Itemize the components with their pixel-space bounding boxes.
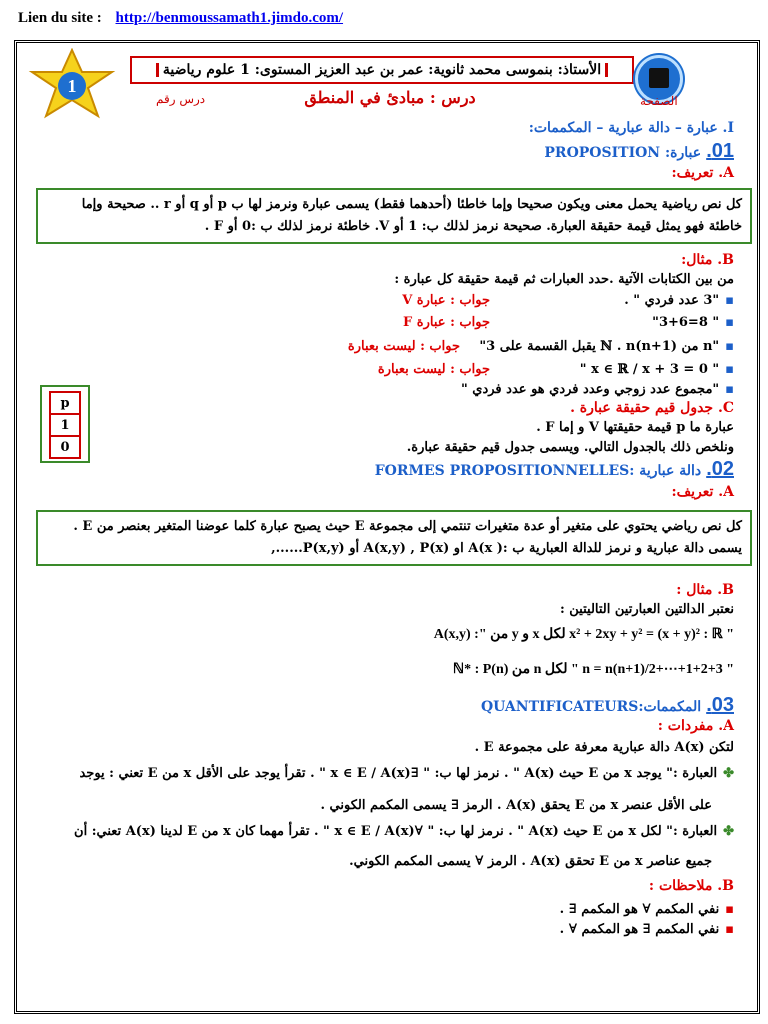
note-2: ▪ نفي المكمم ∃ هو المكمم ∀ . [450, 920, 734, 940]
example-item-5: ▪ "مجموع عدد زوجي وعدد فردي هو عدد فردي " [300, 380, 734, 400]
example-intro: من بين الكتابات الآتية .حدد العبارات ثم قيمة حقيقة كل عبارة : [394, 272, 734, 287]
example-item-1: ▪ "3 عدد فردي " . [460, 291, 734, 311]
notes-heading-B3: B. ملاحظات : [648, 878, 734, 894]
svg-text:1: 1 [67, 76, 77, 96]
lesson-title: درس : مبادئ في المنطق [304, 88, 476, 107]
site-url-link[interactable]: http://benmoussamath1.jimdo.com/ [115, 10, 344, 26]
example-heading-B2: B. مثال : [676, 582, 734, 598]
truth-table-heading: C. جدول قيم حقيقة عبارة . [570, 400, 734, 416]
formula-P: " 1+2+3+⋯+n = n(n+1)/2 " لكل n من ℕ* : P(n) [452, 662, 734, 677]
example-answer-2: جواب : عبارة F [403, 315, 490, 330]
page-label: الصفحة [640, 94, 678, 108]
example-item-2: ▪ " 8=3+6" [460, 313, 734, 333]
example-answer-4: جواب : ليست بعبارة [377, 362, 490, 377]
exists-definition-line-2: على الأقل عنصر x من E يحقق A(x) . الرمز ∃ يسمى المكمم الكوني . [320, 798, 712, 813]
truth-table [40, 385, 90, 463]
truth-table-cell: p [50, 392, 80, 414]
example-answer-3: جواب : ليست بعبارة [347, 339, 460, 354]
def-heading-A2: A. تعريف: [671, 484, 734, 500]
truth-table-cell: 0 [50, 436, 80, 458]
definition-box-2: كل نص رياضي يحتوي على متغير أو عدة متغيرات تنتمي إلى مجموعة E حيث يصبح عبارة كلما عوضنا المتغير بعنصر من E . يسمى دالة عبارية و نرمز للدالة العبارية ب :( A(x او A(x,y) , P(x) أو P(x,y)......, [36, 510, 752, 566]
example-item-4: ▪ " x ∈ ℝ / x + 3 = 0 " [460, 360, 734, 380]
def-heading-A1: A. تعريف: [671, 165, 734, 181]
section-1-heading: I. عبارة – دالة عبارية – المكممات: [528, 120, 734, 136]
forall-definition-line-2: جميع عناصر x من E تحقق A(x) . الرمز ∀ يسمى المكمم الكوني. [349, 854, 712, 869]
formula-A: " x² + 2xy + y² = (x + y)² : ℝ لكل x و y من ": A(x,y) [433, 627, 734, 642]
forall-definition-line-1: ✤ العبارة :" لكل x من E حيث A(x) " . نرمز لها ب: " ∀x ∈ E / A(x) " . تقرأ مهما كان x من E لدينا A(x) تعني: أن [22, 822, 734, 842]
example-item-3: ▪ "n من ℕ . n(n+1) يقبل القسمة على 3" [400, 337, 734, 357]
exists-definition-line-1: ✤ العبارة :" يوجد x من E حيث A(x) " . نرمز لها ب: " ∃x ∈ E / A(x) " . تقرأ يوجد على الأقل x من E تعني : يوجد [22, 764, 734, 784]
definition-box-1: كل نص رياضية يحمل معنى ويكون صحيحا وإما خاطئا (أحدهما فقط) يسمى عبارة ونرمز لها ب p أو q أو r .. صحيحة وإما خاطئة فهو يمثل قيمة حقيقة العبارة. صحيحة نرمز لذلك ب: 1 أو V. خاطئة نرمز لذلك ب :0 أو F . [36, 188, 752, 244]
section-01-heading: 01. عبارة: PROPOSITION [544, 140, 734, 162]
example-2-intro: نعتبر الدالتين العبارتين التاليتين : [559, 602, 734, 617]
vocab-heading-A3: A. مفردات : [657, 718, 734, 734]
note-1: ▪ نفي المكمم ∀ هو المكمم ∃ . [450, 900, 734, 920]
lesson-number-label: درس رقم [156, 92, 206, 106]
star-logo-icon [24, 48, 120, 120]
truth-table-text-1: عبارة ما p قيمة حقيقتها V و إما F . [536, 420, 734, 435]
site-link-line [18, 10, 343, 27]
example-heading-B1: B. مثال: [681, 252, 734, 268]
site-label: Lien du site : [18, 10, 102, 26]
truth-table-cell: 1 [50, 414, 80, 436]
section-02-heading: 02. دالة عبارية :FORMES PROPOSITIONNELLES [374, 458, 734, 480]
quantifier-intro: لتكن A(x) دالة عبارية معرفة على مجموعة E . [474, 740, 734, 755]
section-03-heading: 03. المكممات:QUANTIFICATEURS [480, 694, 734, 716]
example-answer-1: جواب : عبارة V [402, 293, 490, 308]
truth-table-text-2: ونلخص ذلك بالجدول التالي. ويسمى جدول قيم حقيقة عبارة. [406, 440, 734, 455]
header-title: الأستاذ: بنموسى محمد ثانوية: عمر بن عبد العزيز المستوى: 1 علوم رياضية [130, 56, 634, 84]
